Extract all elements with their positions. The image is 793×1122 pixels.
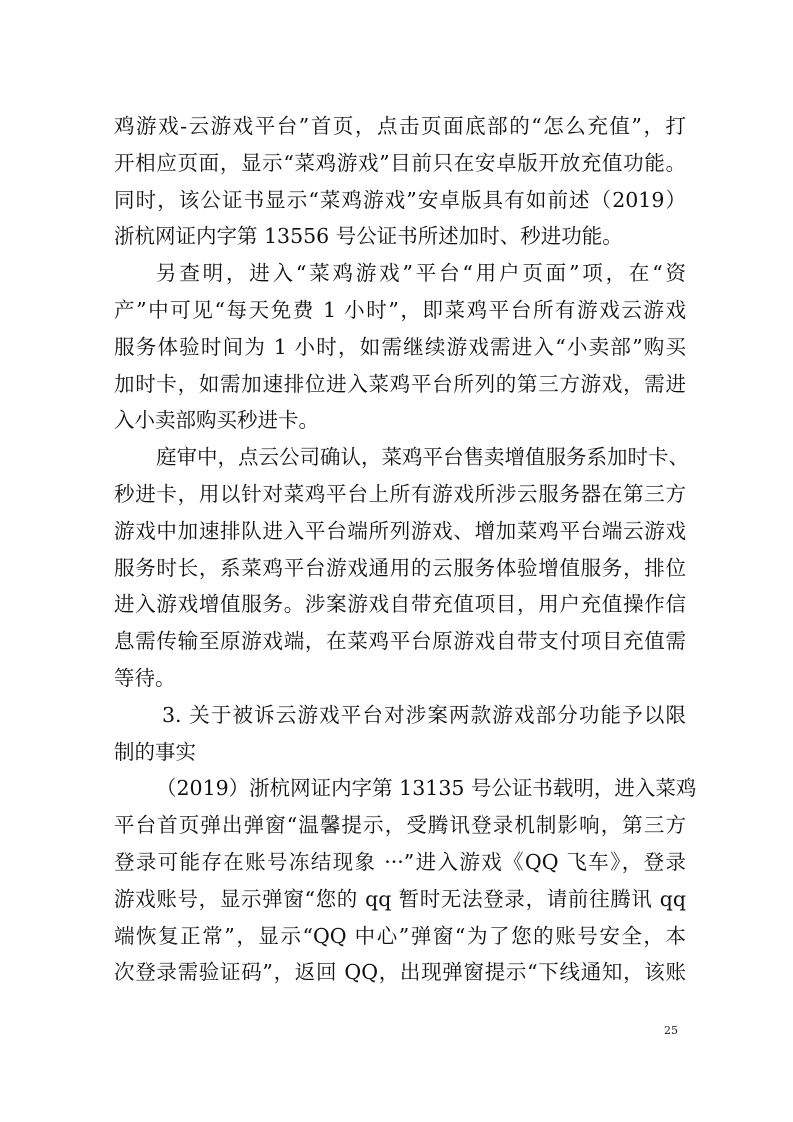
text-line: 等待。 [114,665,176,690]
text-line: 加时卡，如需加速排位进入菜鸡平台所列的第三方游戏，需进 [114,371,686,396]
paragraph-first-line: 庭审中，点云公司确认，菜鸡平台售卖增值服务系加时卡、 [156,445,689,470]
document-body [114,108,697,991]
text-line: 服务时长，系菜鸡平台游戏通用的云服务体验增值服务，排位 [114,555,686,580]
page-number: 25 [664,1024,678,1037]
text-line: 次登录需验证码”，返回 QQ，出现弹窗提示“下线通知，该账 [114,960,686,985]
text-line: 游戏账号，显示弹窗“您的 qq 暂时无法登录，请前往腾讯 qq [114,886,686,911]
text-line: 鸡游戏-云游戏平台”首页，点击页面底部的“怎么充值”，打 [114,114,686,138]
text-line: 平台首页弹出弹窗“温馨提示，受腾讯登录机制影响，第三方 [114,813,686,838]
text-line: 同时，该公证书显示“菜鸡游戏”安卓版具有如前述（2019） [114,187,686,212]
paragraph-first-line: （2019）浙杭网证内字第 13135 号公证书载明，进入菜鸡 [156,776,697,801]
text-line: 进入游戏增值服务。涉案游戏自带充值项目，用户充值操作信 [114,592,686,617]
text-line: 秒进卡，用以针对菜鸡平台上所有游戏所涉云服务器在第三方 [114,481,686,506]
text-line: 浙杭网证内字第 13556 号公证书所述加时、秒进功能。 [114,224,623,249]
text-line: 产”中可见“每天免费 1 小时”，即菜鸡平台所有游戏云游戏 [114,297,686,322]
text-line: 开相应页面，显示“菜鸡游戏”目前只在安卓版开放充值功能。 [114,150,686,175]
text-line: 游戏中加速排队进入平台端所列游戏、增加菜鸡平台端云游戏 [114,518,686,543]
text-line: 登录可能存在账号冻结现象 ···”进入游戏《QQ 飞车》，登录 [114,849,686,874]
text-line: 入小卖部购买秒进卡。 [114,408,319,433]
paragraph-first-line: 另查明，进入“菜鸡游戏”平台“用户页面”项，在“资 [156,261,686,286]
text-line: 服务体验时间为 1 小时，如需继续游戏需进入“小卖部”购买 [114,334,686,359]
section-heading: 3. 关于被诉云游戏平台对涉案两款游戏部分功能予以限 [162,702,686,727]
text-line: 端恢复正常”，显示“QQ 中心”弹窗“为了您的账号安全，本 [114,923,686,948]
section-heading-continued: 制的事实 [114,739,196,764]
text-line: 息需传输至原游戏端，在菜鸡平台原游戏自带支付项目充值需 [114,629,686,654]
